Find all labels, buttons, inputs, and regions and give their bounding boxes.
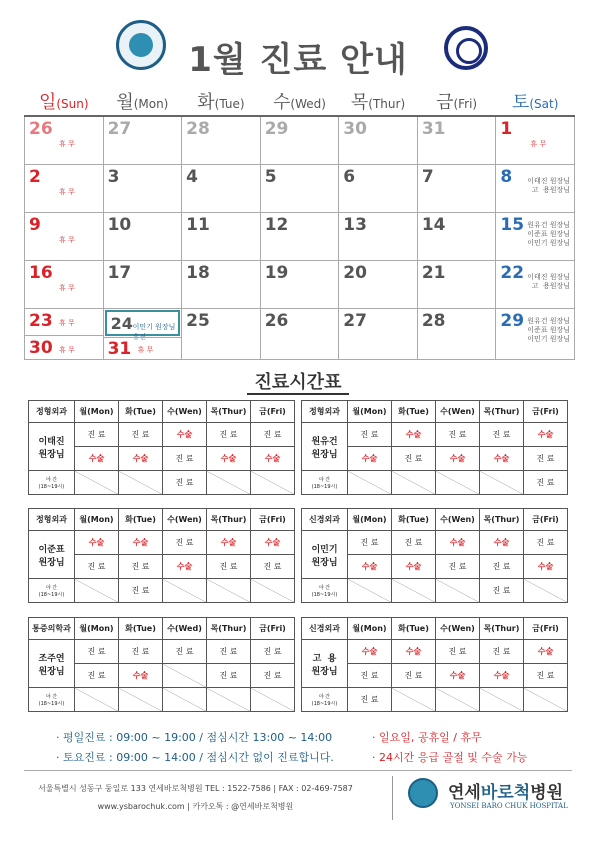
footer-address: 서울특별시 성동구 둥일로 133 연세바로척병원 TEL : 1522-7586 | FAX : 02-469-7587 www.ysbarochuk.com | 카카오톡 : @연세바로척병원 — [38, 784, 353, 811]
saturday-doctors: 원유건 원장님 이준표 원장님 이민기 원장님 — [527, 220, 570, 247]
schedule-cell: 수술 — [480, 664, 524, 688]
calendar-day — [417, 308, 496, 359]
schedule-cell: 진 료 — [163, 531, 207, 555]
calendar-day — [496, 164, 575, 212]
calendar-day — [182, 164, 261, 212]
calendar-day — [182, 308, 261, 359]
schedule-cell: 진 료 — [251, 640, 295, 664]
calendar-day — [103, 308, 182, 359]
night-cell — [480, 688, 524, 712]
day-number: 29 — [264, 119, 289, 139]
schedule-cell: 진 료 — [392, 664, 436, 688]
night-cell — [436, 471, 480, 495]
saturday-doctors: 이태진 원장님 고 용원장님 — [527, 272, 570, 290]
day-number: 26 — [29, 119, 53, 139]
schedule-cell: 수술 — [392, 423, 436, 447]
schedule-cell: 수술 — [348, 447, 392, 471]
night-label: 야 간 (18~19시) — [302, 688, 348, 712]
day-number: 16 — [29, 262, 53, 283]
weekday-cell: 금(Fri) — [524, 401, 568, 423]
calendar-day — [417, 164, 496, 212]
weekday-6: 토(Sat) — [496, 86, 575, 116]
day-number: 17 — [107, 262, 132, 283]
schedule-cell: 진 료 — [119, 640, 163, 664]
day-number: 22 — [500, 262, 525, 283]
weekday-cell: 목(Thur) — [207, 401, 251, 423]
day-number: 30 — [29, 337, 53, 358]
calendar-day — [182, 212, 261, 260]
night-cell: 진 료 — [480, 579, 524, 603]
weekday-cell: 금(Fri) — [251, 509, 295, 531]
dept-cell: 신경외과 — [302, 509, 348, 531]
calendar-day — [25, 212, 104, 260]
night-cell — [392, 471, 436, 495]
calendar-day — [496, 308, 575, 359]
calendar-day — [417, 212, 496, 260]
day-number: 28 — [186, 119, 210, 139]
weekday-cell: 금(Fri) — [524, 509, 568, 531]
calendar-day — [260, 164, 339, 212]
schedule-cell: 진 료 — [163, 640, 207, 664]
schedule-cell: 수술 — [163, 423, 207, 447]
day-number: 3 — [107, 166, 120, 187]
schedule-cell: 진 료 — [392, 531, 436, 555]
page-title: 1월 진료 안내 — [188, 40, 408, 80]
night-cell — [392, 579, 436, 603]
footer-divider — [24, 770, 572, 771]
night-cell — [524, 688, 568, 712]
night-cell — [251, 471, 295, 495]
schedule-cell: 진 료 — [251, 664, 295, 688]
calendar-day — [339, 260, 418, 308]
off-label: 휴 무 — [59, 345, 75, 354]
night-cell — [392, 688, 436, 712]
weekday-cell: 목(Thur) — [480, 618, 524, 640]
day-number: 29 — [500, 310, 525, 331]
doctor-name: 이민기 원장님 — [302, 531, 348, 579]
schedule-cell: 수술 — [251, 531, 295, 555]
day-number: 6 — [343, 166, 356, 187]
weekday-cell: 금(Fri) — [524, 618, 568, 640]
calendar-day — [260, 212, 339, 260]
weekday-2: 화(Tue) — [182, 86, 261, 116]
calendar-day — [496, 260, 575, 308]
day-number: 18 — [186, 262, 210, 283]
weekday-cell: 화(Tue) — [119, 509, 163, 531]
day-number: 25 — [186, 310, 210, 331]
hospital-name-english: YONSEI BARO CHUK HOSPITAL — [450, 802, 568, 810]
schedule-cell: 진 료 — [207, 423, 251, 447]
dept-cell: 정형외과 — [29, 509, 75, 531]
calendar-day — [339, 164, 418, 212]
day-number: 8 — [500, 166, 513, 187]
calendar-day — [25, 308, 104, 359]
weekday-cell: 화(Tue) — [392, 618, 436, 640]
night-cell — [524, 579, 568, 603]
schedule-cell: 진 료 — [251, 423, 295, 447]
night-cell — [480, 471, 524, 495]
weekday-cell: 목(Thur) — [480, 401, 524, 423]
schedule-cell: 진 료 — [207, 640, 251, 664]
holiday-info: · 일요일, 공휴일 / 휴무 · 24시간 응급 골절 및 수술 가능 — [372, 731, 528, 764]
calendar-day — [103, 212, 182, 260]
calendar-day — [25, 260, 104, 308]
night-cell — [75, 471, 119, 495]
schedule-table — [28, 508, 295, 603]
closure-note: 이민기 원장님 휴진 — [132, 322, 176, 341]
day-number: 11 — [186, 214, 210, 235]
day-number: 27 — [343, 310, 367, 331]
night-cell: 진 료 — [348, 688, 392, 712]
schedule-cell: 수술 — [480, 531, 524, 555]
schedule-cell: 진 료 — [207, 555, 251, 579]
weekday-cell: 금(Fri) — [251, 618, 295, 640]
schedule-cell: 수술 — [75, 447, 119, 471]
schedule-cell: 수술 — [524, 640, 568, 664]
calendar-day — [496, 116, 575, 164]
weekday-cell: 수(Wen) — [163, 401, 207, 423]
weekday-cell: 금(Fri) — [251, 401, 295, 423]
schedule-cell: 진 료 — [436, 640, 480, 664]
weekday-cell: 월(Mon) — [75, 401, 119, 423]
schedule-cell: 진 료 — [480, 640, 524, 664]
night-cell — [436, 579, 480, 603]
dept-cell: 정형외과 — [29, 401, 75, 423]
schedule-cell: 수술 — [436, 664, 480, 688]
night-label: 야 간 (18~19시) — [302, 471, 348, 495]
schedule-table — [28, 617, 295, 712]
saturday-doctors: 원유건 원장님 이준표 원장님 이민기 원장님 — [527, 316, 570, 343]
schedule-cell: 진 료 — [163, 447, 207, 471]
schedule-cell: 진 료 — [348, 423, 392, 447]
weekday-4: 목(Thur) — [339, 86, 418, 116]
night-cell — [207, 688, 251, 712]
calendar-day — [25, 164, 104, 212]
day-number: 27 — [107, 119, 132, 139]
doctor-name: 원유건 원장님 — [302, 423, 348, 471]
schedule-cell: 수술 — [436, 531, 480, 555]
weekday-3: 수(Wed) — [260, 86, 339, 116]
weekday-cell: 수(Wen) — [436, 618, 480, 640]
calendar-day — [182, 260, 261, 308]
day-number: 31 — [107, 338, 132, 359]
weekday-cell: 목(Thur) — [207, 618, 251, 640]
off-label: 휴 무 — [59, 318, 75, 327]
night-label: 야 간 (18~19시) — [29, 688, 75, 712]
off-label: 휴 무 — [59, 140, 75, 148]
schedule-cell: 진 료 — [251, 555, 295, 579]
night-cell — [436, 688, 480, 712]
weekday-header — [25, 86, 575, 116]
day-number: 9 — [29, 214, 41, 235]
calendar-day — [417, 260, 496, 308]
night-cell: 진 료 — [524, 471, 568, 495]
calendar-day — [182, 116, 261, 164]
day-number: 12 — [264, 214, 289, 235]
night-cell — [163, 688, 207, 712]
schedule-cell: 수술 — [436, 447, 480, 471]
schedule-cell: 수술 — [348, 640, 392, 664]
weekday-cell: 월(Mon) — [348, 618, 392, 640]
calendar-day — [339, 308, 418, 359]
night-cell: 진 료 — [163, 471, 207, 495]
night-label: 야 간 (18~19시) — [302, 579, 348, 603]
night-cell — [75, 688, 119, 712]
schedule-cell — [163, 664, 207, 688]
day-number: 19 — [264, 262, 289, 283]
schedule-cell: 수술 — [119, 664, 163, 688]
night-cell — [251, 688, 295, 712]
calendar-day — [103, 164, 182, 212]
schedule-cell: 진 료 — [436, 423, 480, 447]
night-cell — [348, 579, 392, 603]
calendar-day — [260, 116, 339, 164]
day-number: 13 — [343, 214, 367, 235]
schedule-title: 진료시간표 — [0, 368, 596, 394]
calendar-day — [260, 260, 339, 308]
off-label: 휴 무 — [530, 140, 547, 148]
weekday-cell: 목(Thur) — [207, 509, 251, 531]
night-cell — [348, 471, 392, 495]
schedule-table — [301, 617, 568, 712]
day-number: 7 — [421, 166, 434, 187]
weekday-cell: 월(Mon) — [75, 618, 119, 640]
day-number: 10 — [107, 214, 132, 235]
doctor-name: 이준표 원장님 — [29, 531, 75, 579]
schedule-cell: 수술 — [348, 555, 392, 579]
night-cell — [119, 471, 163, 495]
schedule-table — [301, 508, 568, 603]
night-cell: 진 료 — [119, 579, 163, 603]
schedule-cell: 수술 — [75, 531, 119, 555]
off-label: 휴 무 — [59, 283, 75, 292]
schedule-cell: 진 료 — [480, 423, 524, 447]
day-number: 4 — [186, 166, 198, 187]
night-label: 야 간 (18~19시) — [29, 471, 75, 495]
weekday-cell: 화(Tue) — [119, 618, 163, 640]
schedule-cell: 수술 — [524, 555, 568, 579]
schedule-cell: 수술 — [207, 447, 251, 471]
weekday-1: 월(Mon) — [103, 86, 182, 116]
weekday-5: 금(Fri) — [417, 86, 496, 116]
off-label: 휴 무 — [59, 235, 75, 244]
day-number: 26 — [264, 310, 289, 331]
schedule-cell: 진 료 — [119, 423, 163, 447]
saturday-doctors: 이태진 원장님 고 용원장님 — [527, 176, 570, 194]
weekday-cell: 수(Wen) — [436, 509, 480, 531]
day-number: 5 — [264, 166, 277, 187]
footer-separator — [392, 776, 393, 820]
calendar-day — [103, 116, 182, 164]
day-number: 15 — [500, 214, 525, 235]
night-cell — [207, 579, 251, 603]
schedule-cell: 진 료 — [436, 555, 480, 579]
day-number: 14 — [421, 214, 446, 235]
schedule-cell: 진 료 — [524, 447, 568, 471]
doctor-name: 고 용 원장님 — [302, 640, 348, 688]
night-cell — [119, 688, 163, 712]
day-number: 23 — [29, 310, 53, 331]
weekday-0: 일(Sun) — [25, 86, 104, 116]
weekday-cell: 월(Mon) — [75, 509, 119, 531]
schedule-cell: 수술 — [524, 423, 568, 447]
schedule-cell: 진 료 — [480, 555, 524, 579]
dept-cell: 신경외과 — [302, 618, 348, 640]
schedule-cell: 진 료 — [119, 555, 163, 579]
schedule-cell: 수술 — [119, 531, 163, 555]
schedule-cell: 진 료 — [75, 664, 119, 688]
weekday-cell: 목(Thur) — [480, 509, 524, 531]
calendar-day — [417, 116, 496, 164]
schedule-cell: 수술 — [480, 447, 524, 471]
weekday-cell: 수(Wen) — [436, 401, 480, 423]
schedule-cell: 진 료 — [348, 664, 392, 688]
day-number: 1 — [500, 119, 513, 139]
night-cell — [251, 579, 295, 603]
dept-cell: 정형외과 — [302, 401, 348, 423]
calendar — [24, 86, 575, 360]
day-number: 24 — [110, 313, 133, 333]
schedule-cell: 진 료 — [348, 531, 392, 555]
calendar-day — [339, 116, 418, 164]
day-number: 21 — [421, 262, 446, 283]
weekday-cell: 수(Wen) — [163, 509, 207, 531]
off-label: 휴 무 — [137, 345, 154, 354]
day-number: 31 — [421, 119, 446, 139]
schedule-cell: 진 료 — [392, 447, 436, 471]
night-cell — [163, 579, 207, 603]
schedule-cell: 수술 — [392, 640, 436, 664]
dept-cell: 통증의학과 — [29, 618, 75, 640]
schedule-cell: 수술 — [163, 555, 207, 579]
day-number: 28 — [421, 310, 446, 331]
day-number: 2 — [29, 166, 41, 187]
schedule-cell: 진 료 — [207, 664, 251, 688]
off-label: 휴 무 — [59, 187, 75, 196]
university-emblem-icon — [444, 26, 488, 70]
calendar-day — [260, 308, 339, 359]
schedule-cell: 진 료 — [75, 640, 119, 664]
day-number: 20 — [343, 262, 367, 283]
schedule-cell: 진 료 — [524, 531, 568, 555]
hours-info: · 평일진료 : 09:00 ~ 19:00 / 점심시간 13:00 ~ 14:00 · 토요진료 : 09:00 ~ 14:00 / 점심시간 없이 진료합니다. — [56, 731, 334, 764]
schedule-cell: 진 료 — [524, 664, 568, 688]
schedule-cell: 수술 — [392, 555, 436, 579]
calendar-day — [496, 212, 575, 260]
schedule-cell: 진 료 — [75, 423, 119, 447]
calendar-day — [25, 116, 104, 164]
header — [0, 20, 596, 80]
night-cell — [207, 471, 251, 495]
calendar-day — [103, 260, 182, 308]
weekday-cell: 월(Mon) — [348, 401, 392, 423]
doctor-name: 조주연 원장님 — [29, 640, 75, 688]
weekday-cell: 월(Mon) — [348, 509, 392, 531]
night-label: 야 간 (18~19시) — [29, 579, 75, 603]
hospital-name: 연세바로척병원 — [448, 783, 563, 803]
weekday-cell: 수(Wed) — [163, 618, 207, 640]
weekday-cell: 화(Tue) — [392, 401, 436, 423]
calendar-day — [339, 212, 418, 260]
hospital-logo-icon — [408, 778, 438, 808]
doctor-name: 이태진 원장님 — [29, 423, 75, 471]
weekday-cell: 화(Tue) — [392, 509, 436, 531]
schedule-table — [28, 400, 295, 495]
schedule-table — [301, 400, 568, 495]
day-number: 30 — [343, 119, 367, 139]
schedule-cell: 수술 — [119, 447, 163, 471]
weekday-cell: 화(Tue) — [119, 401, 163, 423]
schedule-cell: 진 료 — [75, 555, 119, 579]
night-cell — [75, 579, 119, 603]
schedule-cell: 수술 — [251, 447, 295, 471]
schedule-cell: 수술 — [207, 531, 251, 555]
